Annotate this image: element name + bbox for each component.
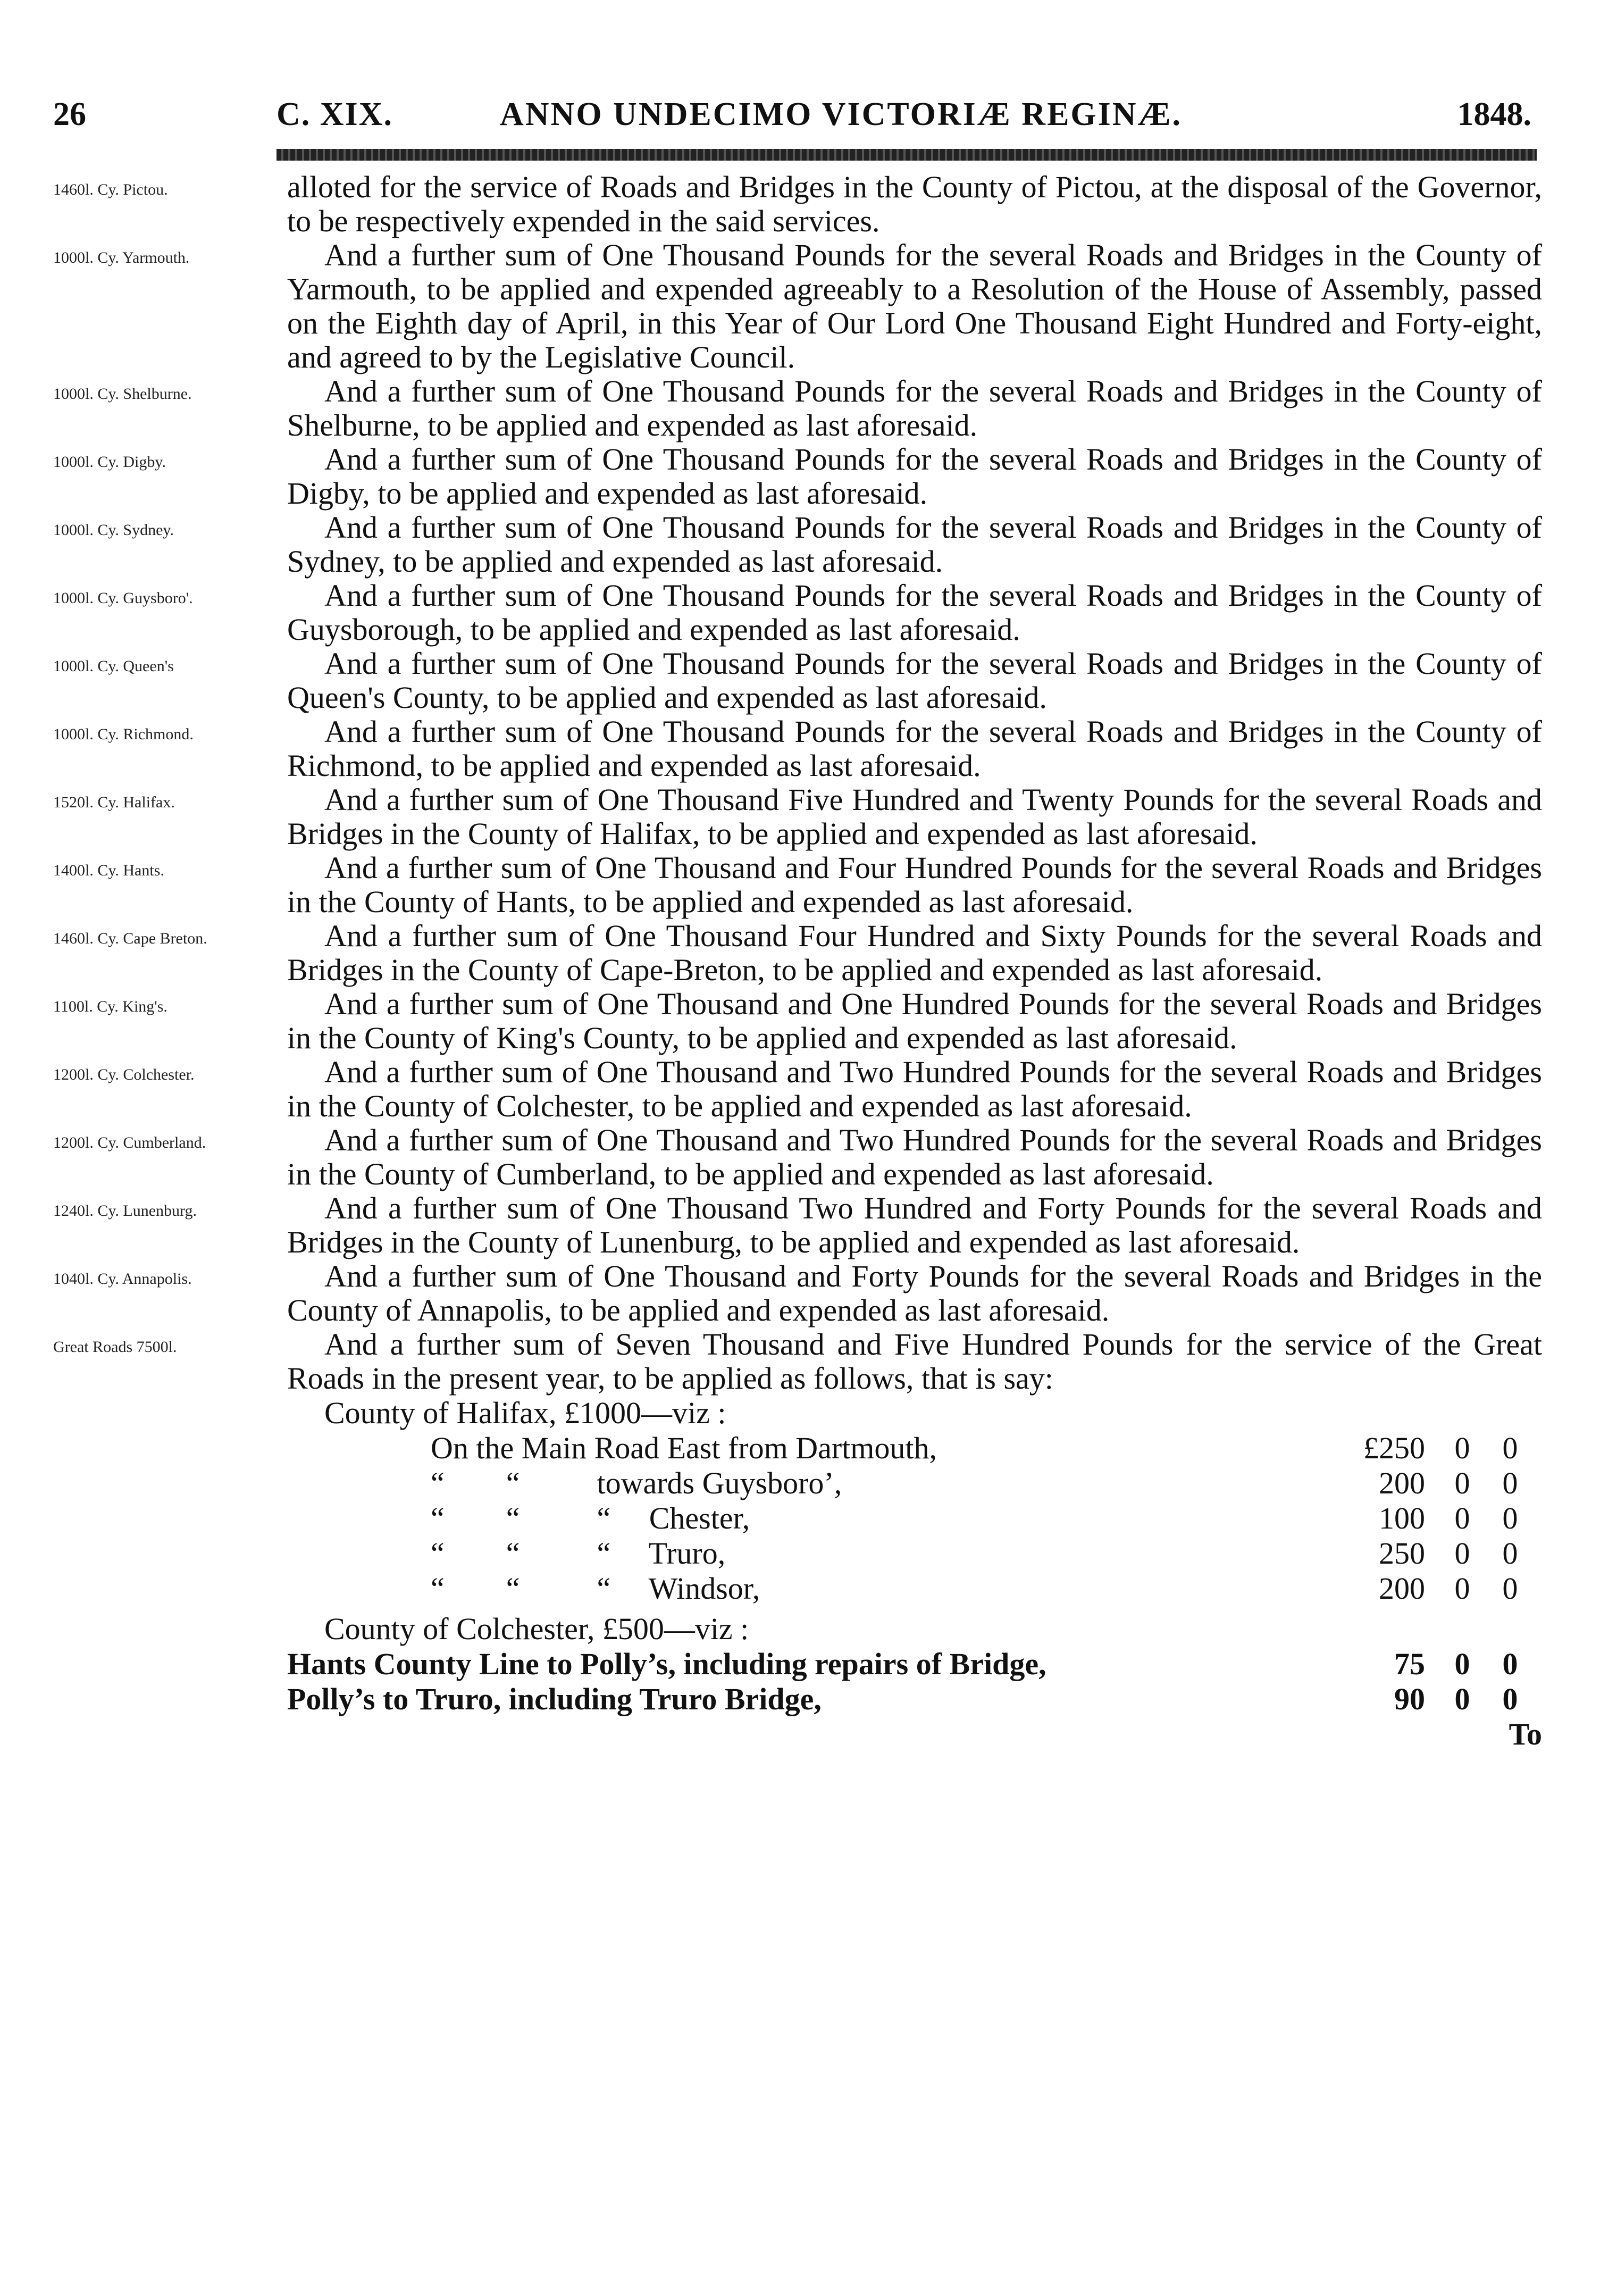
marginal-note: 1000l. Cy. Yarmouth. (53, 249, 190, 266)
schedule-heading (287, 1612, 1542, 1647)
marginal-note: Great Roads 7500l. (53, 1338, 177, 1356)
schedule-row (287, 1466, 1542, 1501)
marginal-note: 1460l. Cy. Pictou. (53, 181, 168, 198)
schedule-shillings: 0 (1454, 1536, 1470, 1571)
entries-list (53, 170, 1542, 1396)
schedule-pence: 0 (1502, 1647, 1518, 1681)
schedule-pence: 0 (1502, 1571, 1518, 1606)
schedule-heading (287, 1396, 1542, 1431)
entry (53, 715, 1542, 783)
schedule-row (287, 1536, 1542, 1571)
year: 1848. (1457, 96, 1531, 132)
catchword: To (1509, 1717, 1542, 1751)
schedule-pence: 0 (1502, 1501, 1518, 1535)
entry (53, 579, 1542, 647)
schedule-amount: £250 (1363, 1431, 1425, 1465)
marginal-note: 1000l. Cy. Sydney. (53, 521, 174, 539)
entry-text: And a further sum of One Thousand Pounds for the several Roads and Bridges in the County of Richmond, to be applied and expended as last aforesaid. (287, 714, 1542, 783)
schedule-shillings: 0 (1454, 1571, 1470, 1606)
schedule-amount: 100 (1379, 1501, 1425, 1535)
entry (53, 783, 1542, 851)
marginal-note: 1400l. Cy. Hants. (53, 862, 164, 879)
schedule-item-label: Polly’s to Truro, including Truro Bridge, (287, 1682, 822, 1716)
schedule-item-label: “ “ “ Truro, (431, 1536, 726, 1571)
entry (53, 442, 1542, 511)
marginal-note: 1520l. Cy. Halifax. (53, 794, 175, 811)
entry (53, 647, 1542, 715)
entry-text: And a further sum of One Thousand and Four Hundred Pounds for the several Roads and Bridges in the County of Hants, to be applied and expended as last aforesaid. (287, 850, 1542, 919)
colchester-heading: County of Colchester, £500—viz : (324, 1612, 749, 1646)
schedule-row (287, 1647, 1542, 1682)
page-body (53, 170, 1542, 1752)
marginal-note: 1240l. Cy. Lunenburg. (53, 1202, 197, 1220)
schedule-row (287, 1682, 1542, 1717)
entry (53, 1191, 1542, 1259)
marginal-note: 1100l. Cy. King's. (53, 998, 167, 1015)
entry (53, 170, 1542, 238)
entry (53, 919, 1542, 987)
entry-text: And a further sum of One Thousand Pounds for the several Roads and Bridges in the County of Queen's County, to be applied and expended as last aforesaid. (287, 646, 1542, 715)
schedule-amount: 200 (1379, 1571, 1425, 1606)
entry (53, 511, 1542, 579)
entry (53, 1327, 1542, 1396)
entry-text: And a further sum of One Thousand Five Hundred and Twenty Pounds for the several Roads and Bridges in the County of Halifax, to be applied and expended as last aforesaid. (287, 782, 1542, 851)
chapter-number: C. XIX. (277, 96, 393, 132)
schedule-pence: 0 (1502, 1536, 1518, 1571)
entry-text: And a further sum of Seven Thousand and Five Hundred Pounds for the service of the Great Roads in the present year, to be applied as follows, that is say: (287, 1327, 1542, 1396)
marginal-note: 1040l. Cy. Annapolis. (53, 1270, 192, 1288)
page-number: 26 (53, 96, 86, 132)
halifax-heading: County of Halifax, £1000—viz : (324, 1396, 726, 1430)
entry (53, 374, 1542, 442)
entry (53, 1055, 1542, 1123)
schedule-shillings: 0 (1454, 1501, 1470, 1535)
halifax-rows (287, 1431, 1542, 1606)
schedule-shillings: 0 (1454, 1682, 1470, 1716)
schedule-amount: 200 (1379, 1466, 1425, 1500)
great-roads-schedule (287, 1396, 1542, 1752)
page-header (53, 85, 1531, 144)
schedule-item-label: Hants County Line to Polly’s, including repairs of Bridge, (287, 1647, 1046, 1681)
entry (53, 851, 1542, 919)
schedule-shillings: 0 (1454, 1466, 1470, 1500)
entry-text: And a further sum of One Thousand and Two Hundred Pounds for the several Roads and Bridges in the County of Colchester, to be applied and expended as last aforesaid. (287, 1055, 1542, 1123)
entry-text: And a further sum of One Thousand Pounds for the several Roads and Bridges in the County of Sydney, to be applied and expended as last aforesaid. (287, 510, 1542, 579)
entry-text: And a further sum of One Thousand Pounds for the several Roads and Bridges in the County of Yarmouth, to be applied and expended agreeably to a Resolution of the House of Assembly, passed on the Eighth day of April, in this Year of Our Lord One Thousand Eight Hundred and Forty-eight, and agreed to by the Legislative Council. (287, 238, 1542, 374)
entry (53, 1123, 1542, 1191)
catchword-row (287, 1717, 1542, 1752)
schedule-amount: 250 (1379, 1536, 1425, 1571)
marginal-note: 1000l. Cy. Guysboro'. (53, 589, 193, 607)
schedule-item-label: “ “ “ Windsor, (431, 1571, 760, 1606)
entry-text: And a further sum of One Thousand Two Hundred and Forty Pounds for the several Roads and Bridges in the County of Lunenburg, to be applied and expended as last aforesaid. (287, 1191, 1542, 1259)
schedule-amount: 75 (1394, 1647, 1425, 1681)
entry (53, 987, 1542, 1055)
schedule-row (287, 1571, 1542, 1606)
entry-text: And a further sum of One Thousand and Two Hundred Pounds for the several Roads and Bridges in the County of Cumberland, to be applied and expended as last aforesaid. (287, 1123, 1542, 1191)
marginal-note: 1000l. Cy. Richmond. (53, 725, 194, 743)
marginal-note: 1000l. Cy. Digby. (53, 453, 166, 471)
schedule-item-label: “ “ “ Chester, (431, 1501, 750, 1535)
header-rule (277, 149, 1537, 161)
schedule-shillings: 0 (1454, 1647, 1470, 1681)
marginal-note: 1000l. Cy. Queen's (53, 657, 174, 675)
schedule-amount: 90 (1394, 1682, 1425, 1716)
schedule-shillings: 0 (1454, 1431, 1470, 1465)
schedule-pence: 0 (1502, 1466, 1518, 1500)
marginal-note: 1000l. Cy. Shelburne. (53, 385, 192, 403)
colchester-rows (287, 1647, 1542, 1717)
entry (53, 1259, 1542, 1327)
schedule-pence: 0 (1502, 1682, 1518, 1716)
entry-text: And a further sum of One Thousand and One Hundred Pounds for the several Roads and Bridges in the County of King's County, to be applied and expended as last aforesaid. (287, 987, 1542, 1055)
entry-text: And a further sum of One Thousand Pounds for the several Roads and Bridges in the County of Guysborough, to be applied and expended as last aforesaid. (287, 578, 1542, 647)
schedule-item-label: “ “ towards Guysboro’, (431, 1466, 842, 1500)
schedule-pence: 0 (1502, 1431, 1518, 1465)
entry-text: And a further sum of One Thousand Pounds for the several Roads and Bridges in the County of Shelburne, to be applied and expended as last aforesaid. (287, 374, 1542, 442)
entry-text: alloted for the service of Roads and Bridges in the County of Pictou, at the disposal of the Governor, to be respectively expended in the said services. (287, 170, 1542, 238)
marginal-note: 1200l. Cy. Colchester. (53, 1066, 195, 1083)
entry-text: And a further sum of One Thousand Pounds for the several Roads and Bridges in the County of Digby, to be applied and expended as last aforesaid. (287, 442, 1542, 511)
running-title: ANNO UNDECIMO VICTORIÆ REGINÆ. (500, 96, 1183, 132)
entry (53, 238, 1542, 374)
entry-text: And a further sum of One Thousand and Forty Pounds for the several Roads and Bridges in the County of Annapolis, to be applied and expended as last aforesaid. (287, 1259, 1542, 1327)
schedule-row (287, 1501, 1542, 1536)
schedule-item-label: On the Main Road East from Dartmouth, (431, 1431, 937, 1465)
marginal-note: 1460l. Cy. Cape Breton. (53, 930, 207, 947)
schedule-row (287, 1431, 1542, 1466)
marginal-note: 1200l. Cy. Cumberland. (53, 1134, 206, 1151)
entry-text: And a further sum of One Thousand Four Hundred and Sixty Pounds for the several Roads and Bridges in the County of Cape-Breton, to be applied and expended as last aforesaid. (287, 919, 1542, 987)
